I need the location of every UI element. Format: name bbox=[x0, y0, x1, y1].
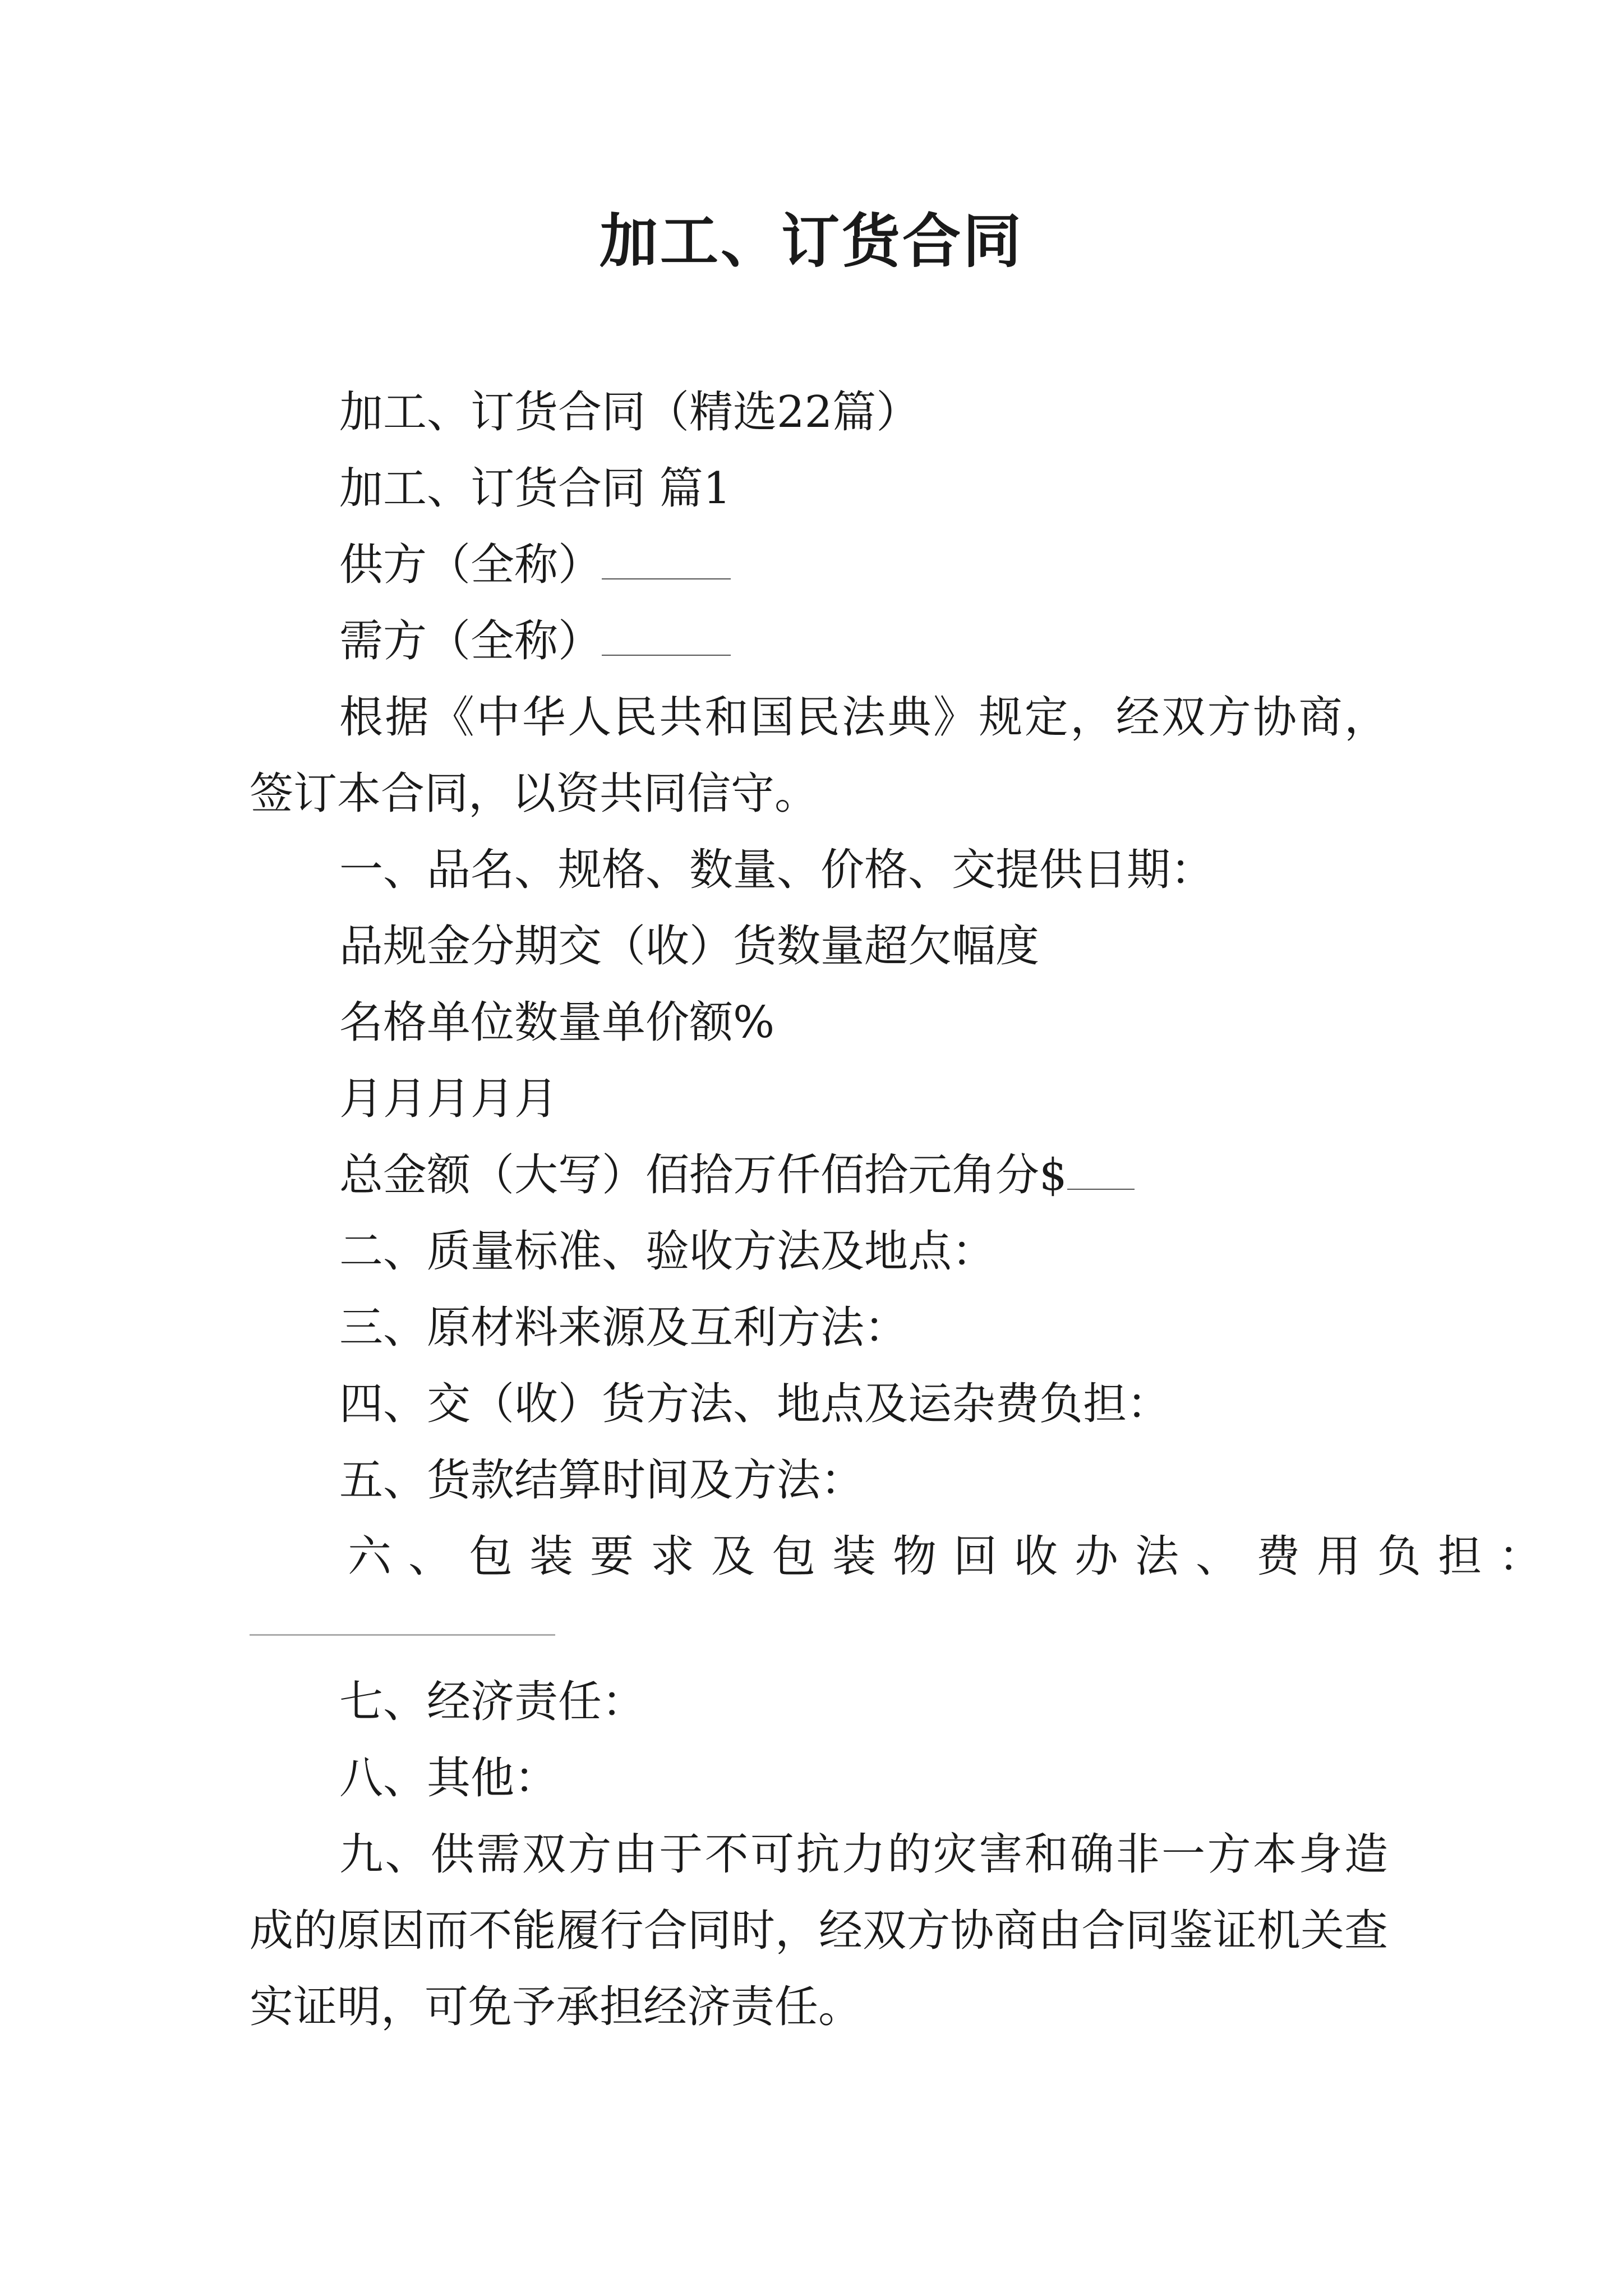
paragraph-table-row-3: 月月月月月 bbox=[339, 1074, 559, 1124]
paragraph-table-row-1: 品规金分期交（收）货数量超欠幅度 bbox=[339, 921, 1040, 972]
paragraph-clause-9: 九、供需双方由于不可抗力的灾害和确非一方本身造成的原因而不能履行合同时，经双方协商由合同鉴证机关查实证明，可免予承担经济责任。 bbox=[250, 1829, 1388, 2032]
paragraph-subtitle: 加工、订货合同（精选22篇） bbox=[339, 387, 920, 438]
document-title: 加工、订货合同 bbox=[599, 206, 1023, 275]
paragraph-clause-3: 三、原材料来源及互利方法： bbox=[339, 1303, 909, 1353]
paragraph-section-heading: 加工、订货合同 篇1 bbox=[339, 463, 731, 514]
paragraph-clause-4: 四、交（收）货方法、地点及运杂费负担： bbox=[339, 1379, 1171, 1429]
paragraph-total-amount bbox=[250, 1137, 1388, 1213]
paragraph-table-row-2: 名格单位数量单价额% bbox=[339, 997, 775, 1048]
paragraph-clause-5: 五、货款结算时间及方法： bbox=[339, 1455, 865, 1506]
buyer-blank-line bbox=[602, 621, 731, 656]
paragraph-basis: 根据《中华人民共和国民法典》规定，经双方协商，签订本合同，以资共同信守。 bbox=[250, 692, 1388, 819]
buyer-label: 需方（全称） bbox=[339, 616, 602, 666]
fill-in-blank-line bbox=[250, 1634, 555, 1636]
supplier-label: 供方（全称） bbox=[339, 540, 602, 590]
paragraph-clause-8: 八、其他： bbox=[339, 1753, 559, 1803]
supplier-blank-line bbox=[602, 545, 731, 579]
paragraph-buyer bbox=[250, 603, 1388, 679]
paragraph-clause-2: 二、质量标准、验收方法及地点： bbox=[339, 1226, 996, 1277]
document-body bbox=[250, 374, 1560, 2045]
total-amount-blank-line bbox=[1067, 1155, 1135, 1190]
paragraph-clause-7: 七、经济责任： bbox=[339, 1677, 646, 1727]
paragraph-clause-1: 一、品名、规格、数量、价格、交提供日期： bbox=[339, 845, 1215, 895]
paragraph-supplier bbox=[250, 527, 1388, 603]
paragraph-clause-6: 六、包装要求及包装物回收办法、费用负担： bbox=[348, 1531, 1560, 1582]
total-amount-label: 总金额（大写）佰拾万仟佰拾元角分$ bbox=[339, 1150, 1067, 1200]
